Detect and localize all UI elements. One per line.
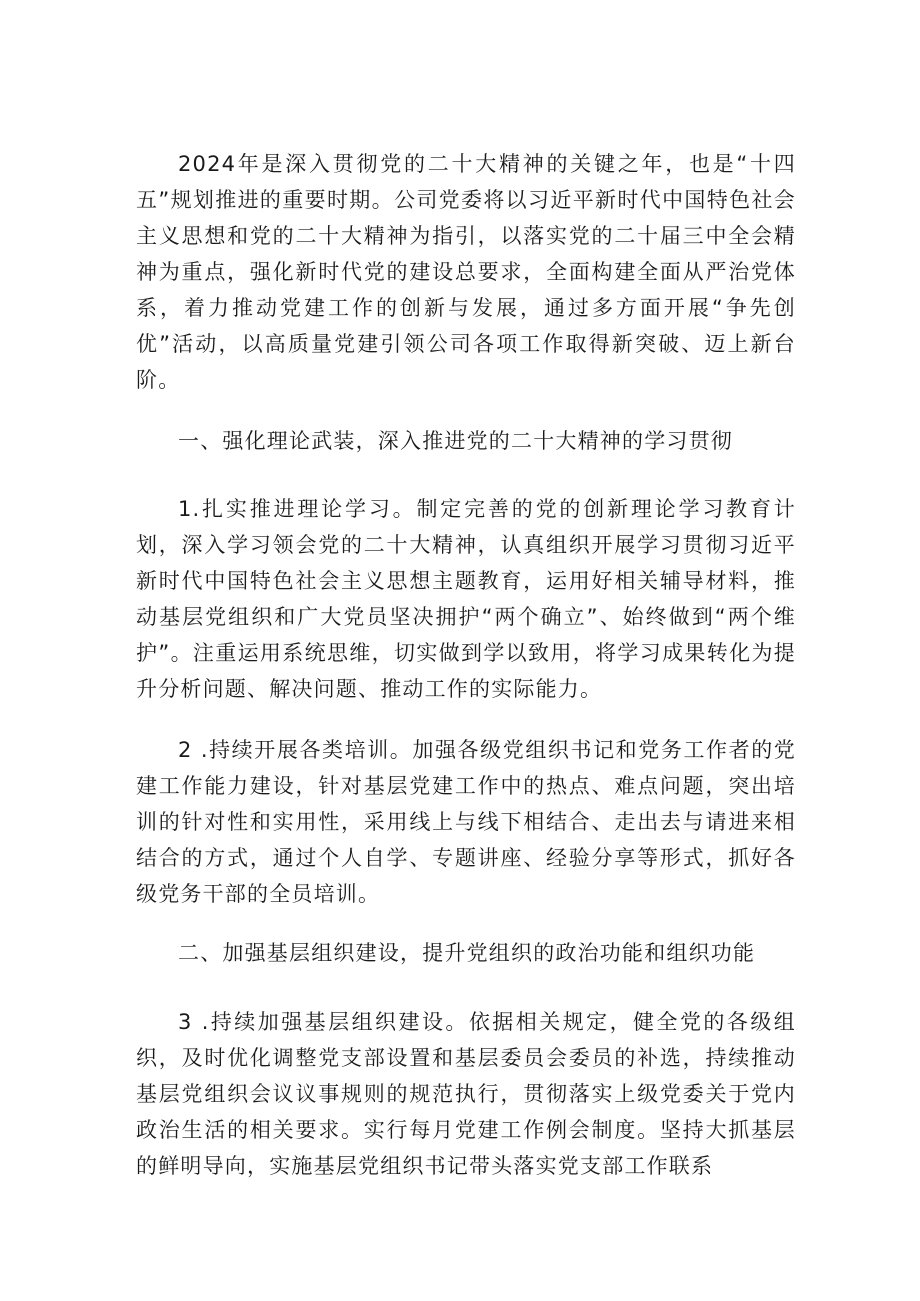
item-1-paragraph: 1.扎实推进理论学习。制定完善的党的创新理论学习教育计划，深入学习领会党的二十大精神，认真组织开展学习贯彻习近平新时代中国特色社会主义思想主题教育，运用好相关辅导材料，推动基层党组织和广大党员坚决拥护“两个确立”、始终做到“两个维护”。注重运用系统思维，切实做到学以致用，将学习成果转化为提升分析问题、解决问题、推动工作的实际能力。 — [136, 497, 796, 701]
section-1-heading: 一、强化理论武装，深入推进党的二十大精神的学习贯彻 — [178, 429, 733, 453]
item-2-paragraph: 2 .持续开展各类培训。加强各级党组织书记和党务工作者的党建工作能力建设，针对基层党建工作中的热点、难点问题，突出培训的针对性和实用性，采用线上与线下相结合、走出去与请进来相结合的方式，通过个人自学、专题讲座、经验分享等形式，抓好各级党务干部的全员培训。 — [136, 738, 796, 906]
intro-paragraph: 2024年是深入贯彻党的二十大精神的关键之年，也是“十四五”规划推进的重要时期。公司党委将以习近平新时代中国特色社会主义思想和党的二十大精神为指引，以落实党的二十届三中全会精神为重点，强化新时代党的建设总要求，全面构建全面从严治党体系，着力推动党建工作的创新与发展，通过多方面开展“争先创优”活动，以高质量党建引领公司各项工作取得新突破、迈上新台阶。 — [136, 152, 796, 392]
section-2-heading: 二、加强基层组织建设，提升党组织的政治功能和组织功能 — [178, 941, 756, 965]
item-3-paragraph: 3 .持续加强基层组织建设。依据相关规定，健全党的各级组织，及时优化调整党支部设置和基层委员会委员的补选，持续推动基层党组织会议议事规则的规范执行，贯彻落实上级党委关于党内政治生活的相关要求。实行每月党建工作例会制度。坚持大抓基层的鲜明导向，实施基层党组织书记带头落实党支部工作联系 — [136, 1010, 796, 1178]
